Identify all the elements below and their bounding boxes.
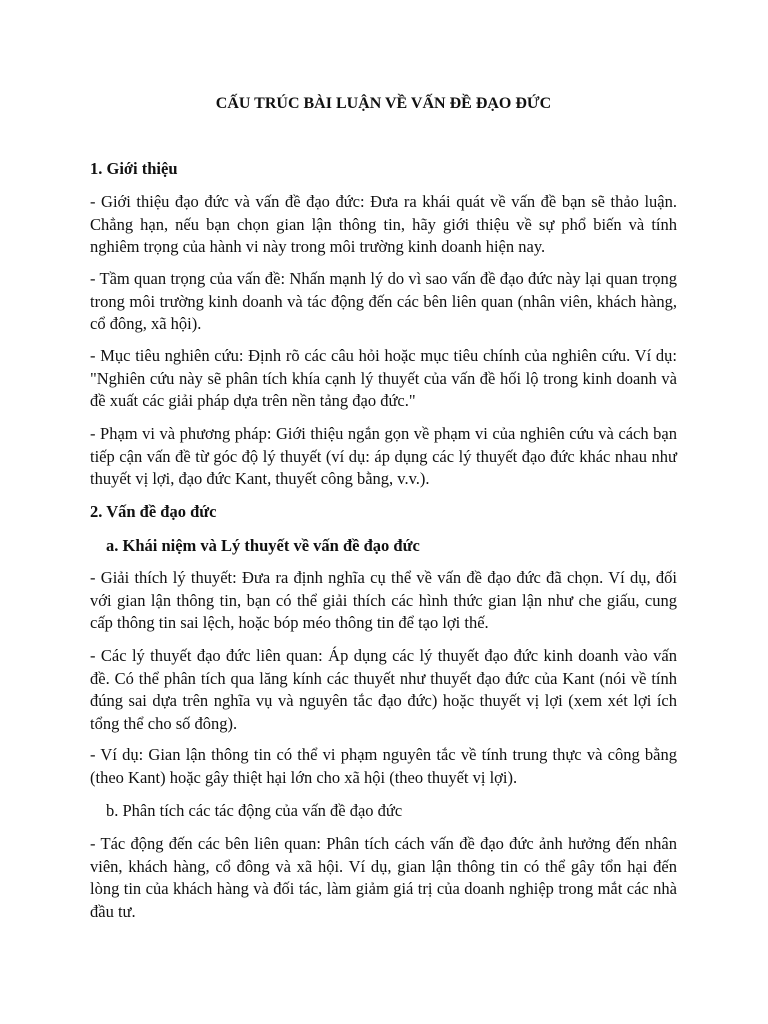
document-title: CẤU TRÚC BÀI LUẬN VỀ VẤN ĐỀ ĐẠO ĐỨC	[215, 95, 552, 112]
paragraph-example: - Ví dụ: Gian lận thông tin có thể vi phạm nguyên tắc về tính trung thực và công bằng (theo Kant) hoặc gây thiệt hại lớn cho xã hội (theo thuyết vị lợi).	[90, 745, 677, 787]
section-heading-introduction: 1. Giới thiệu	[90, 159, 178, 178]
paragraph-importance: - Tầm quan trọng của vấn đề: Nhấn mạnh lý do vì sao vấn đề đạo đức này lại quan trọng trong môi trường kinh doanh và tác động đến các bên liên quan (nhân viên, khách hàng, cổ đông, xã hội).	[90, 269, 677, 333]
section-heading-ethical-issue: 2. Vấn đề đạo đức	[90, 502, 217, 521]
paragraph-intro-ethics: - Giới thiệu đạo đức và vấn đề đạo đức: Đưa ra khái quát về vấn đề bạn sẽ thảo luận. Chẳng hạn, nếu bạn chọn gian lận thông tin, hãy giới thiệu về sự phổ biến và tính nghiêm trọng của hành vi này trong môi trường kinh doanh hiện nay.	[90, 192, 677, 256]
subsection-heading-impacts: b. Phân tích các tác động của vấn đề đạo đức	[106, 801, 403, 820]
paragraph-scope-method: - Phạm vi và phương pháp: Giới thiệu ngắn gọn về phạm vi của nghiên cứu và cách bạn tiếp cận vấn đề từ góc độ lý thuyết (ví dụ: áp dụng các lý thuyết đạo đức khác nhau như thuyết vị lợi, đạo đức Kant, thuyết công bằng, v.v.).	[90, 424, 677, 488]
paragraph-research-objectives: - Mục tiêu nghiên cứu: Định rõ các câu hỏi hoặc mục tiêu chính của nghiên cứu. Ví dụ: "Nghiên cứu này sẽ phân tích khía cạnh lý thuyết của vấn đề hối lộ trong kinh doanh và đề xuất các giải pháp dựa trên nền tảng đạo đức."	[90, 346, 677, 410]
paragraph-theory-explanation: - Giải thích lý thuyết: Đưa ra định nghĩa cụ thể về vấn đề đạo đức đã chọn. Ví dụ, đối với gian lận thông tin, bạn có thể giải thích các hình thức gian lận như che giấu, cung cấp thông tin sai lệch, hoặc bóp méo thông tin để tạo lợi thế.	[90, 568, 677, 632]
paragraph-stakeholder-impacts: - Tác động đến các bên liên quan: Phân tích cách vấn đề đạo đức ảnh hưởng đến nhân viên, khách hàng, cổ đông và xã hội. Ví dụ, gian lận thông tin có thể gây tổn hại đến lòng tin của khách hàng và đối tác, làm giảm giá trị của doanh nghiệp trong mắt các nhà đầu tư.	[90, 834, 677, 921]
subsection-heading-concepts: a. Khái niệm và Lý thuyết về vấn đề đạo đức	[106, 536, 420, 555]
paragraph-related-theories: - Các lý thuyết đạo đức liên quan: Áp dụng các lý thuyết đạo đức kinh doanh vào vấn đề. Có thể phân tích qua lăng kính các thuyết như thuyết đạo đức của Kant (nói về tính đúng sai dựa trên nghĩa vụ và nguyên tắc đạo đức) hoặc thuyết vị lợi (xem xét lợi ích tổng thể cho số đông).	[90, 646, 677, 733]
